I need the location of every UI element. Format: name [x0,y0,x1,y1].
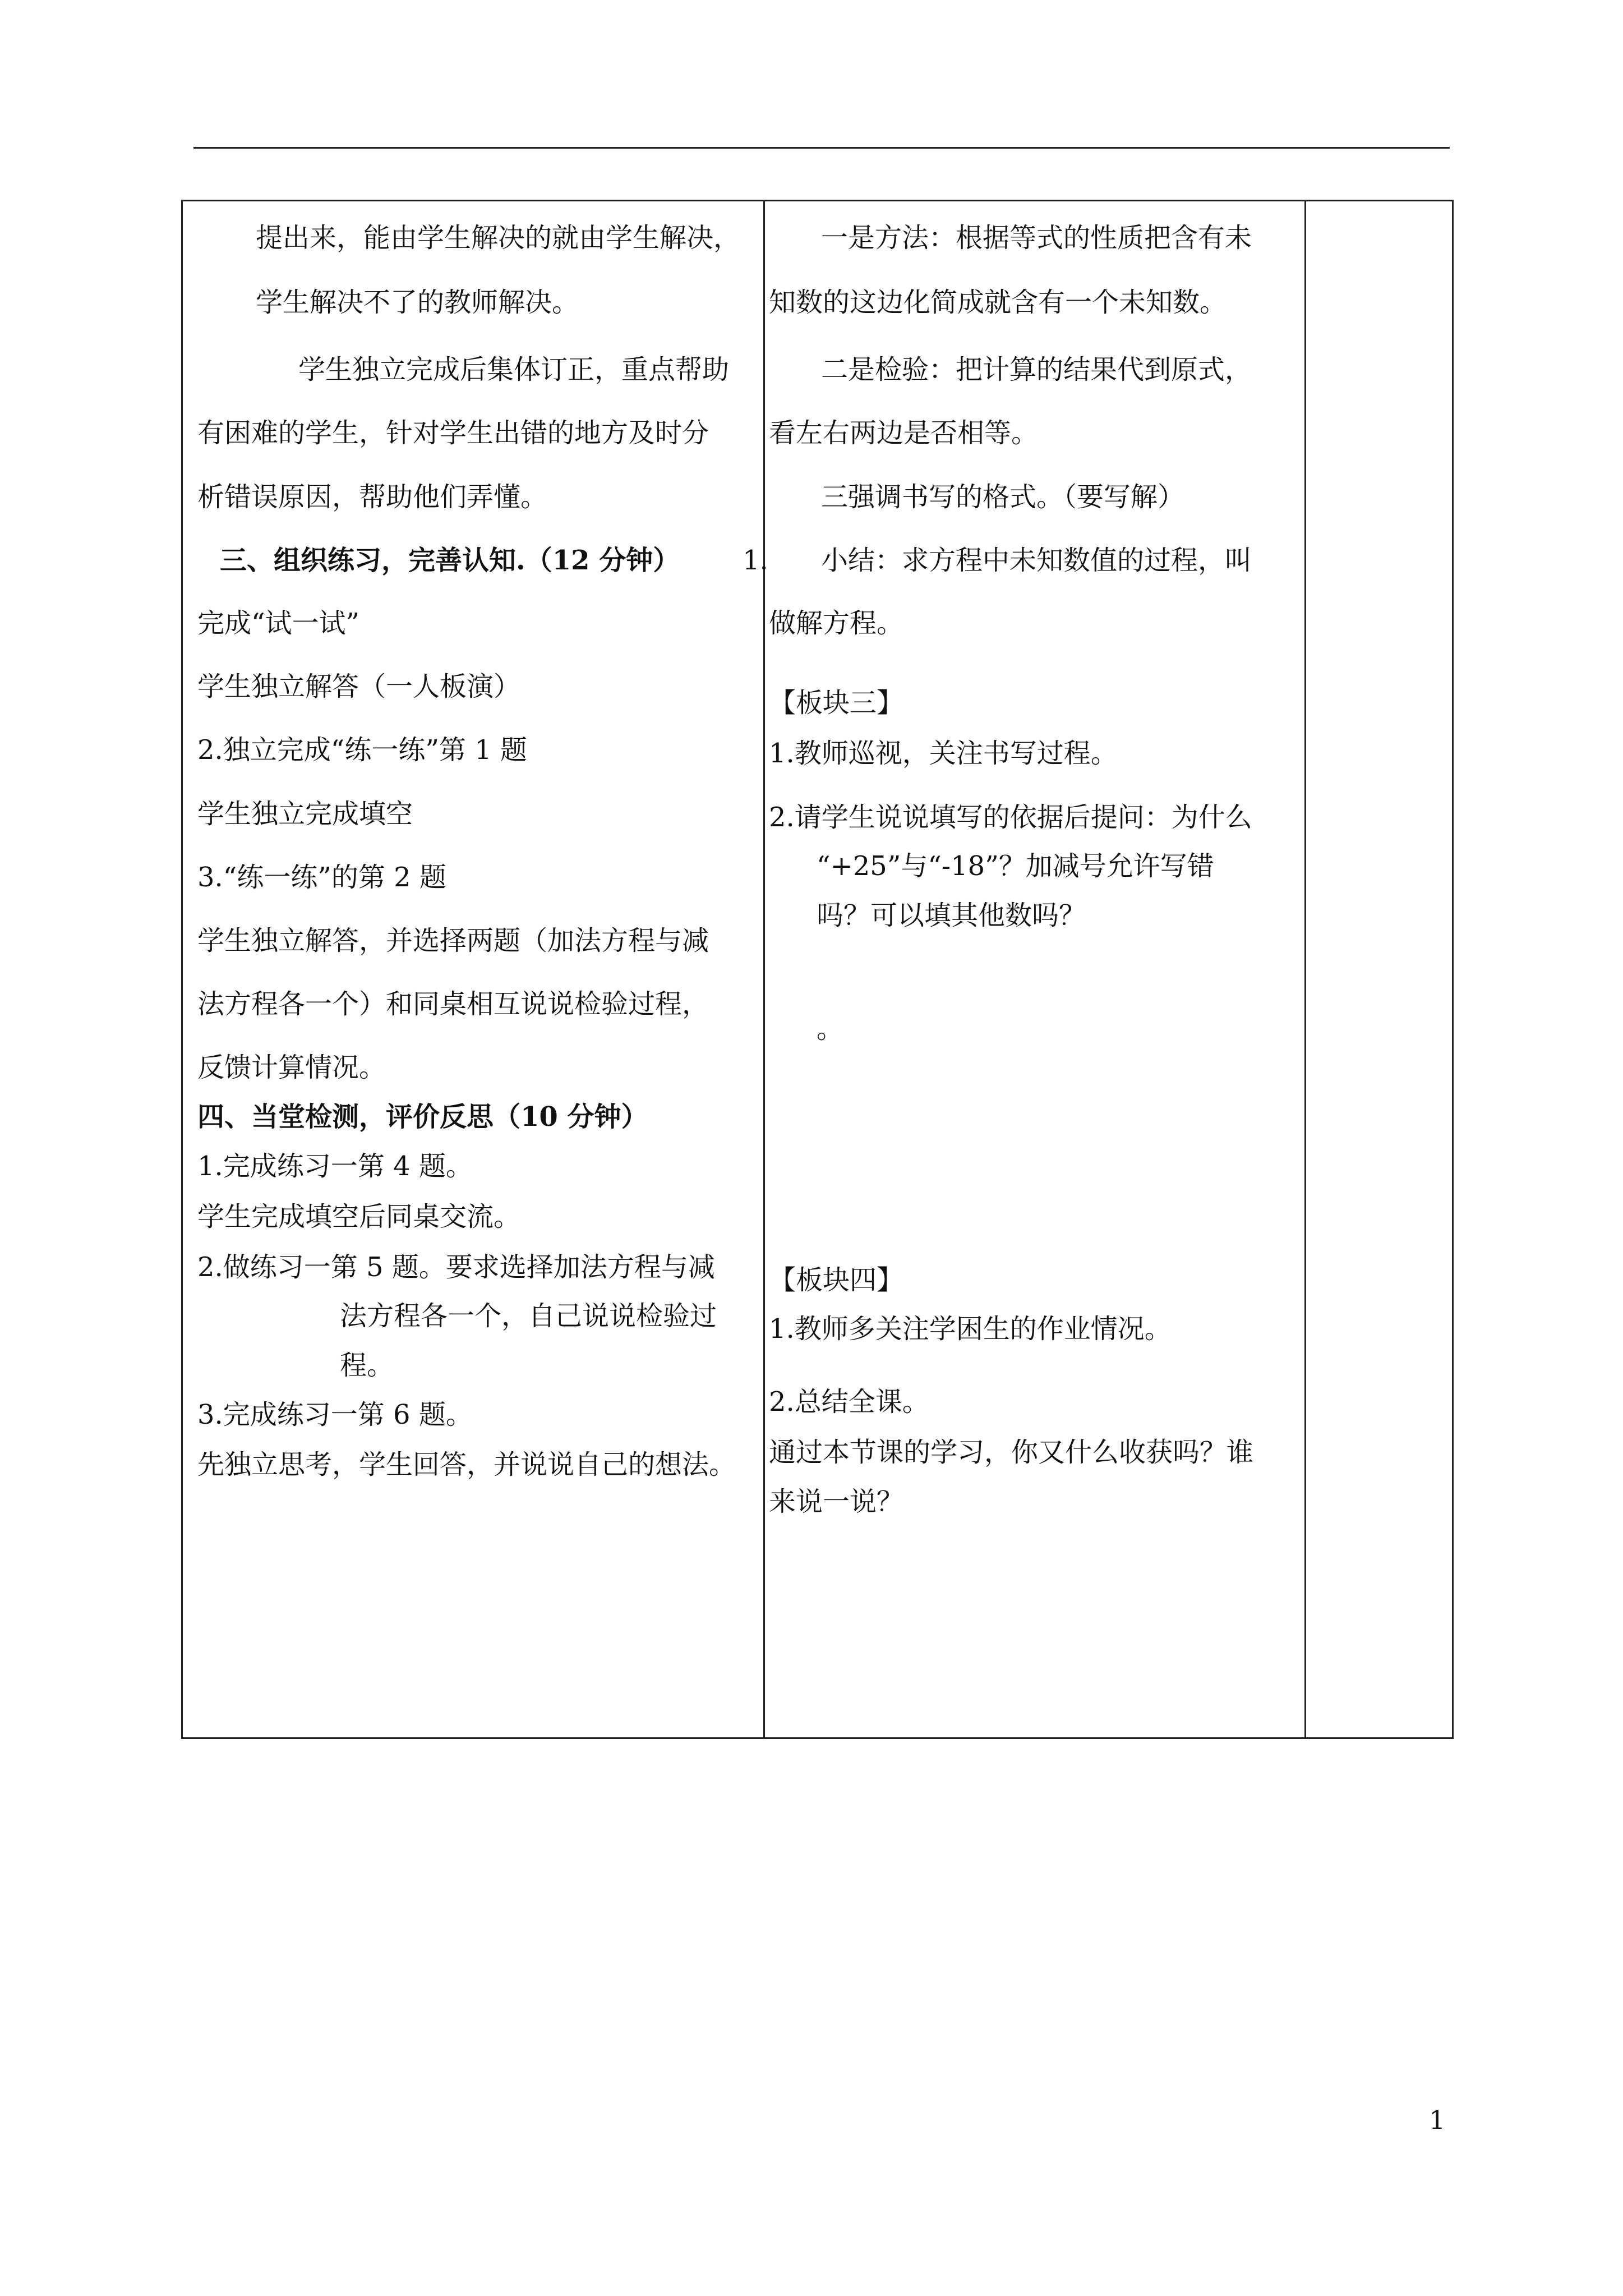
text-line: 学生独立解答，并选择两题（加法方程与减 [197,925,709,956]
text-line: 。 [817,1013,844,1045]
text-line: 析错误原因，帮助他们弄懂。 [197,481,548,513]
text-line: 通过本节课的学习，你又什么收获吗？谁 [769,1437,1254,1468]
text-line: 2.独立完成“练一练”第 1 题 [197,734,527,766]
text-line: 完成“试一试” [197,608,360,639]
text-line: 学生独立完成填空 [197,798,413,830]
text-line: “+25”与“-18”？加减号允许写错 [817,850,1214,882]
section-heading: 三、组织练习，完善认知.（12 分钟） [220,545,680,576]
text-line: 来说一说？ [769,1486,904,1517]
page-number: 1 [1429,2105,1446,2135]
text-line: 学生完成填空后同桌交流。 [197,1201,521,1232]
text-line: 提出来，能由学生解决的就由学生解决， [256,222,741,254]
lesson-table [181,200,1454,1739]
text-line: 有困难的学生，针对学生出错的地方及时分 [197,417,709,449]
text-line: 三强调书写的格式。（要写解） [821,481,1185,513]
text-line: 1.教师多关注学困生的作业情况。 [769,1313,1172,1345]
left-column [183,201,768,1737]
text-line: 吗？可以填其他数吗？ [817,900,1086,931]
text-line: 先独立思考，学生回答，并说说自己的想法。 [197,1449,736,1480]
section-heading: 四、当堂检测，评价反思（10 分钟） [197,1101,648,1133]
middle-column [765,201,1304,1737]
text-line: 2.总结全课。 [769,1386,929,1418]
block-heading: 【板块三】 [769,687,904,719]
text-line: 1.完成练习一第 4 题。 [197,1151,473,1182]
text-line: 2.做练习一第 5 题。要求选择加法方程与减 [197,1251,715,1283]
text-line: 做解方程。 [769,608,904,639]
text-line: 程。 [340,1350,394,1381]
text-line: 1.教师巡视，关注书写过程。 [769,738,1118,769]
text-line: 学生独立完成后集体订正，重点帮助 [298,354,730,385]
text-line: 3.完成练习一第 6 题。 [197,1399,473,1430]
header-rule [193,147,1450,149]
text-line: 法方程各一个）和同桌相互说说检验过程， [197,988,709,1020]
text-line: 二是检验：把计算的结果代到原式， [821,354,1252,385]
text-line: 3.“练一练”的第 2 题 [197,862,446,893]
text-line: 2.请学生说说填写的依据后提问：为什么 [769,802,1252,833]
text-line: 学生解决不了的教师解决。 [256,287,579,318]
text-line: 知数的这边化简成就含有一个未知数。 [769,287,1227,318]
text-line: 1. [743,545,768,576]
block-heading: 【板块四】 [769,1264,904,1296]
text-line: 法方程各一个，自己说说检验过 [340,1300,717,1332]
text-line: 一是方法：根据等式的性质把含有未 [821,222,1252,254]
text-line: 看左右两边是否相等。 [769,417,1039,449]
text-line: 学生独立解答（一人板演） [197,671,521,702]
text-line: 小结：求方程中未知数值的过程，叫 [821,545,1252,576]
text-line: 反馈计算情况。 [197,1052,386,1083]
right-column [1306,201,1452,1737]
